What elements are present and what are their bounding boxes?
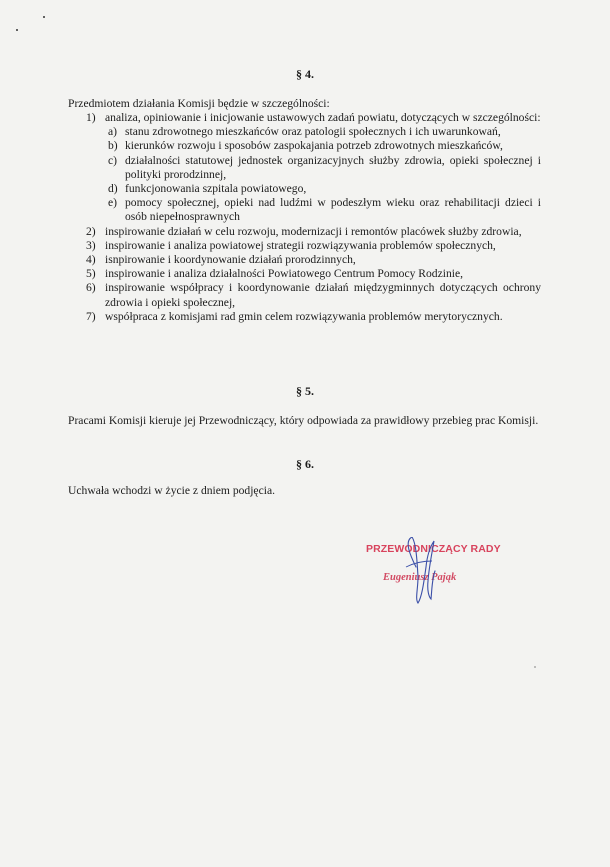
item-text: inspirowanie i analiza powiatowej strategii rozwiązywania problemów społecznych, [105, 238, 496, 252]
section-6-heading: § 6. [296, 457, 314, 471]
item-text: inspirowanie i analiza działalności Powiatowego Centrum Pomocy Rodzinie, [105, 267, 464, 281]
sub-list-item [105, 182, 541, 196]
sub-item-letter: a) [108, 125, 118, 139]
list-item [68, 253, 541, 267]
item-text: inspirowanie działań w celu rozwoju, modernizacji i remontów placówek służby zdrowia, [105, 224, 522, 238]
item-number: 3) [86, 238, 96, 252]
sub-item-letter: e) [108, 196, 118, 210]
item-text: isnpirowanie i koordynowanie działań prorodzinnych, [105, 253, 356, 267]
sub-item-text: działalności statutowej jednostek organizacyjnych służby zdrowia, opieki społecznej i polityki prorodzinnej, [125, 153, 541, 181]
sub-item-letter: b) [108, 139, 118, 153]
section-6-text: Uchwała wchodzi w życie z dniem podjęcia. [68, 484, 275, 497]
item-text: analiza, opiniowanie i inicjowanie ustawowych zadań powiatu, dotyczących w szczególności: [105, 111, 541, 124]
item-number: 7) [86, 309, 96, 323]
sub-item-text: funkcjonowania szpitala powiatowego, [125, 182, 307, 196]
sub-list-item [105, 125, 541, 139]
item-number: 4) [86, 253, 96, 267]
section-5-text: Pracami Komisji kieruje jej Przewodniczący, który odpowiada za prawidłowy przebieg prac Komisji. [68, 414, 539, 427]
sub-item-letter: c) [108, 153, 118, 167]
chairman-stamp [366, 537, 516, 607]
item-text: inspirowanie współpracy i koordynowanie działań międzygminnych dotyczących ochrony zdrowia i opieki społecznej, [105, 281, 541, 309]
signature [366, 537, 516, 607]
list-item [68, 267, 541, 281]
stamp-name: Eugeniusz Pająk [383, 572, 457, 583]
item-number: 5) [86, 267, 96, 281]
sub-item-text: pomocy społecznej, opieki nad ludźmi w podeszłym wieku oraz rehabilitacji dzieci i osób niepełnosprawnych [125, 196, 541, 224]
item-number: 1) [86, 111, 96, 124]
item-text: współpraca z komisjami rad gmin celem rozwiązywania problemów merytorycznych. [105, 309, 503, 323]
list-item [68, 310, 541, 324]
section-4-list [68, 111, 541, 324]
list-item [68, 225, 541, 239]
sub-item-text: kierunków rozwoju i sposobów zaspokajania potrzeb zdrowotnych mieszkańców, [125, 139, 503, 153]
section-4-intro: Przedmiotem działania Komisji będzie w szczególności: [68, 97, 330, 110]
list-item [68, 239, 541, 253]
sub-list-item [105, 154, 541, 182]
list-item [68, 281, 541, 309]
item-number: 2) [86, 224, 96, 238]
sub-item-text: stanu zdrowotnego mieszkańców oraz patologii społecznych i ich uwarunkowań, [125, 125, 501, 139]
sub-list-item [105, 196, 541, 224]
section-5-heading: § 5. [296, 384, 314, 398]
sub-item-letter: d) [108, 182, 118, 196]
sub-list-item [105, 139, 541, 153]
section-4-heading: § 4. [296, 67, 314, 81]
stamp-title: PRZEWODNICZĄCY RADY [366, 543, 501, 555]
list-item [68, 111, 541, 225]
item-number: 6) [86, 281, 96, 295]
sub-list [105, 125, 541, 224]
